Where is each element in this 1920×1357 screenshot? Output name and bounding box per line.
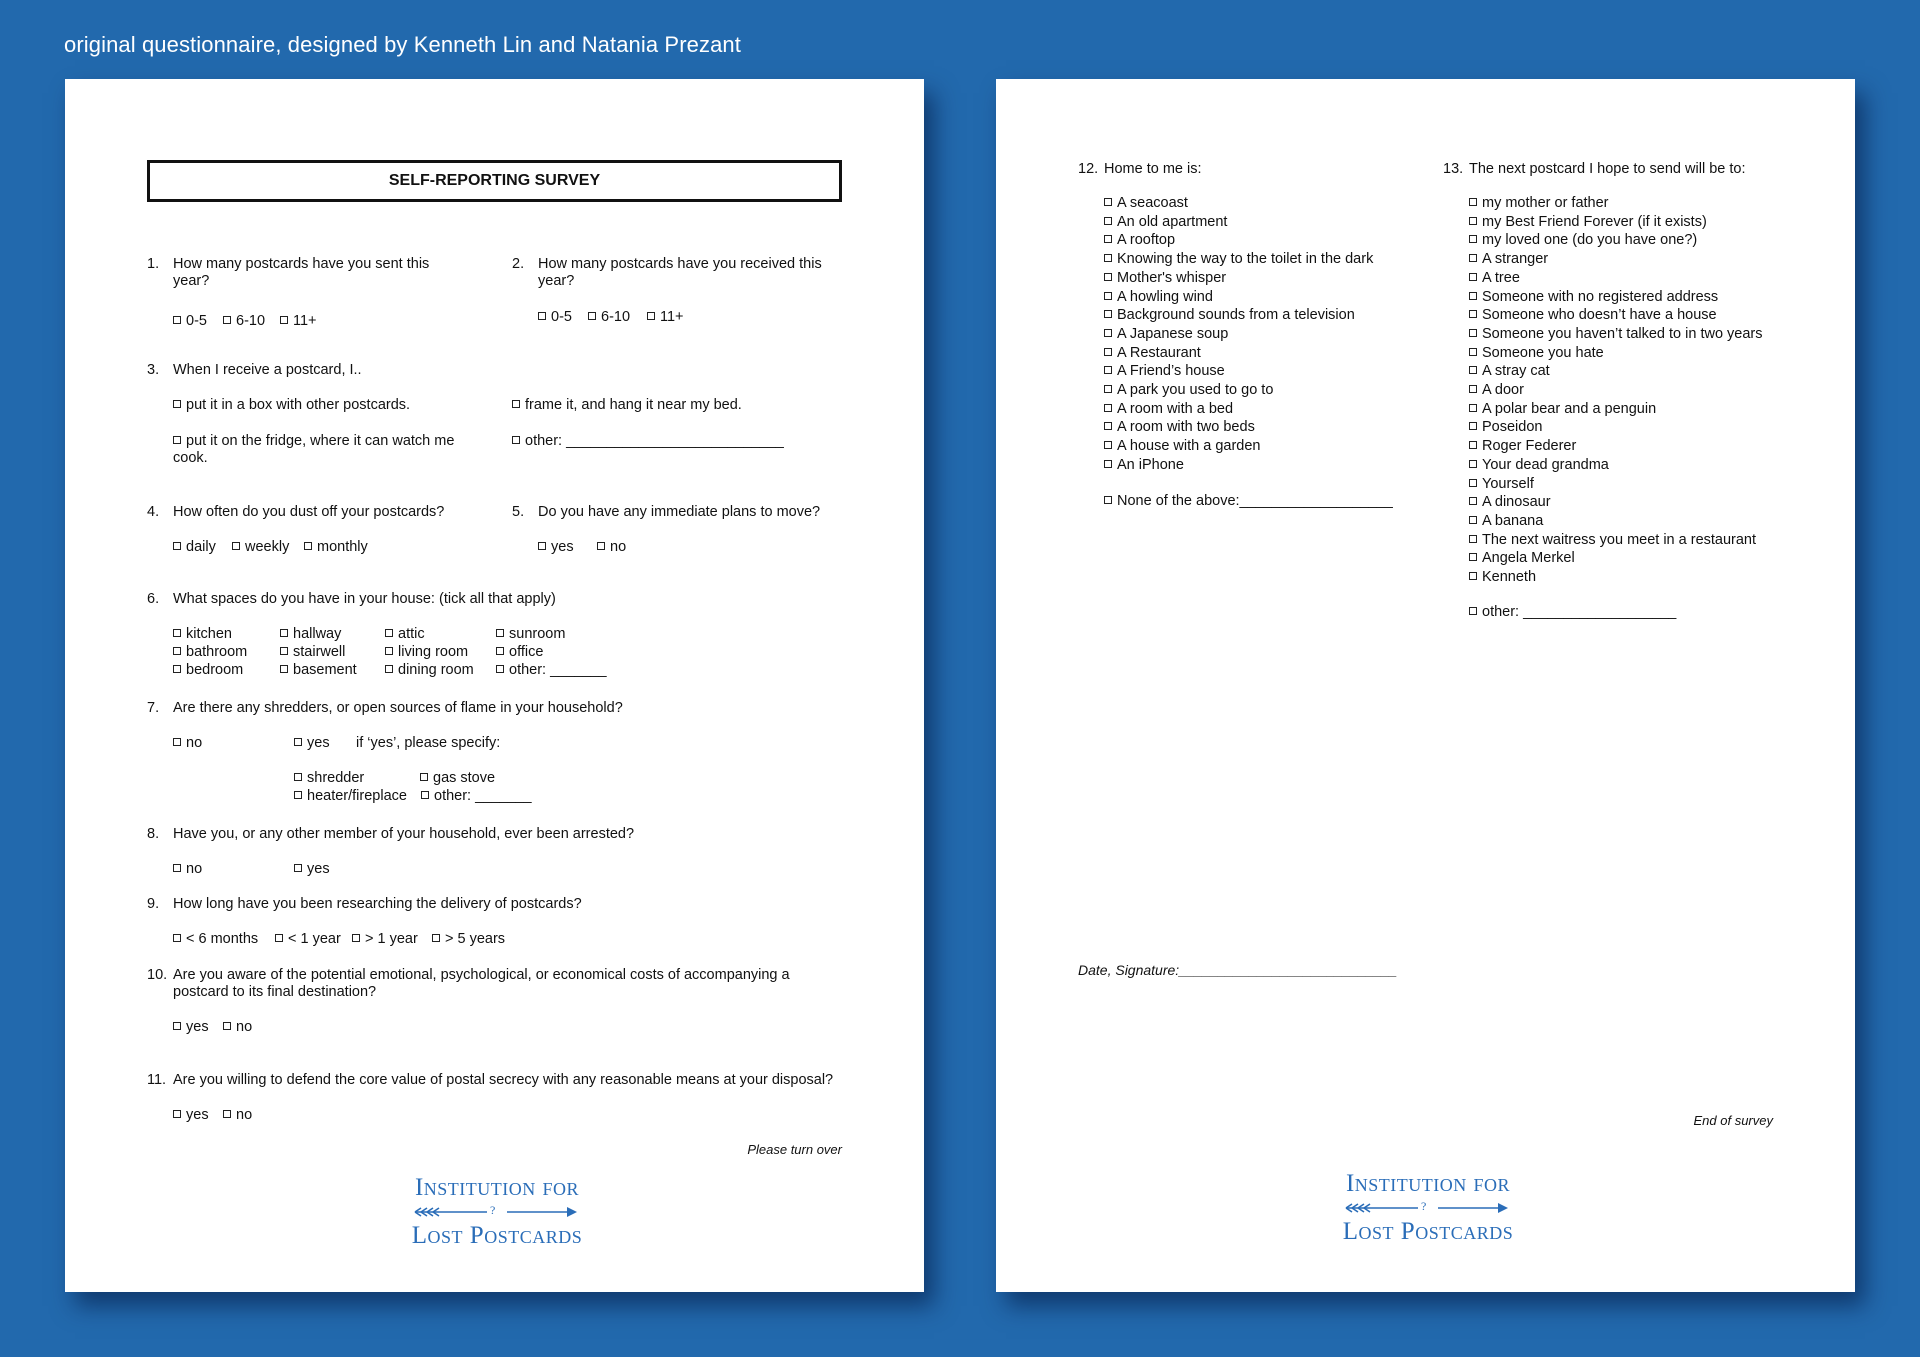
- option-0-5[interactable]: 0-5: [538, 309, 572, 326]
- option-stray-cat[interactable]: A stray cat: [1469, 362, 1763, 381]
- option-other[interactable]: other: _______: [421, 788, 532, 805]
- option-shredder[interactable]: shredder: [294, 770, 364, 787]
- option-basement[interactable]: basement: [280, 662, 357, 679]
- checkbox[interactable]: [294, 738, 302, 746]
- checkbox[interactable]: [352, 934, 360, 942]
- option-friends-house[interactable]: A Friend’s house: [1104, 362, 1373, 381]
- question-number: 1.: [147, 256, 160, 272]
- checkbox[interactable]: [1104, 460, 1112, 468]
- checkbox[interactable]: [1104, 441, 1112, 449]
- checkbox[interactable]: [1104, 404, 1112, 412]
- option-poseidon[interactable]: Poseidon: [1469, 418, 1763, 437]
- option-no[interactable]: no: [597, 539, 626, 556]
- checkbox[interactable]: [385, 665, 393, 673]
- checkbox[interactable]: [1469, 310, 1477, 318]
- option-park[interactable]: A park you used to go to: [1104, 381, 1373, 400]
- option-kitchen[interactable]: kitchen: [173, 626, 232, 643]
- checkbox[interactable]: [1104, 348, 1112, 356]
- checkbox[interactable]: [1104, 422, 1112, 430]
- checkbox[interactable]: [173, 665, 181, 673]
- checkbox[interactable]: [173, 647, 181, 655]
- option-11-plus[interactable]: 11+: [647, 309, 684, 326]
- checkbox[interactable]: [173, 400, 181, 408]
- option-yes[interactable]: yes: [294, 861, 330, 878]
- option-other[interactable]: other: ___________________________: [512, 433, 784, 450]
- option-yes[interactable]: yes: [538, 539, 574, 556]
- checkbox[interactable]: [173, 1022, 181, 1030]
- logo-question-mark: ?: [1421, 1199, 1427, 1213]
- checkbox[interactable]: [512, 436, 520, 444]
- option-yes[interactable]: yes: [173, 1107, 209, 1124]
- checkbox[interactable]: [232, 542, 240, 550]
- checkbox[interactable]: [1469, 607, 1477, 615]
- end-of-survey-note: End of survey: [1693, 1113, 1773, 1128]
- checkbox[interactable]: [1104, 235, 1112, 243]
- option-frame[interactable]: frame it, and hang it near my bed.: [512, 397, 742, 414]
- specify-label: if ‘yes’, please specify:: [356, 735, 501, 751]
- institution-logo: [387, 1173, 607, 1251]
- option-room-with-bed[interactable]: A room with a bed: [1104, 400, 1373, 419]
- checkbox[interactable]: [496, 629, 504, 637]
- checkbox[interactable]: [1469, 516, 1477, 524]
- checkbox[interactable]: [420, 773, 428, 781]
- option-house-garden[interactable]: A house with a garden: [1104, 437, 1373, 456]
- checkbox[interactable]: [173, 542, 181, 550]
- question-text: When I receive a postcard, I..: [173, 362, 362, 378]
- question-number: 10.: [147, 967, 168, 983]
- question-text: How many postcards have you received this year?: [538, 256, 822, 289]
- checkbox[interactable]: [385, 647, 393, 655]
- checkbox[interactable]: [223, 1022, 231, 1030]
- question-text: Are you aware of the potential emotional, psychological, or economical costs of accompanying a postcard to its final destination?: [173, 967, 790, 1000]
- option-television-sounds[interactable]: Background sounds from a television: [1104, 306, 1373, 325]
- checkbox[interactable]: [1469, 366, 1477, 374]
- option-6-10[interactable]: 6-10: [223, 313, 265, 330]
- checkbox[interactable]: [1469, 422, 1477, 430]
- checkbox[interactable]: [304, 542, 312, 550]
- logo-arrow-icon: [1318, 1199, 1538, 1217]
- option-no[interactable]: no: [173, 861, 202, 878]
- option-lt-6-months[interactable]: < 6 months: [173, 931, 258, 948]
- option-no-house[interactable]: Someone who doesn’t have a house: [1469, 306, 1763, 325]
- checkbox[interactable]: [280, 647, 288, 655]
- checkbox[interactable]: [1469, 292, 1477, 300]
- question-number: 11.: [147, 1072, 167, 1088]
- logo-arrow-icon: [387, 1203, 607, 1221]
- checkbox[interactable]: [1469, 273, 1477, 281]
- checkbox[interactable]: [1469, 497, 1477, 505]
- question-number: 4.: [147, 504, 160, 520]
- checkbox[interactable]: [496, 665, 504, 673]
- option-6-10[interactable]: 6-10: [588, 309, 630, 326]
- option-hallway[interactable]: hallway: [280, 626, 341, 643]
- option-weekly[interactable]: weekly: [232, 539, 289, 556]
- option-gt-1-year[interactable]: > 1 year: [352, 931, 418, 948]
- option-banana[interactable]: A banana: [1469, 512, 1763, 531]
- option-no[interactable]: no: [223, 1019, 252, 1036]
- option-roger-federer[interactable]: Roger Federer: [1469, 437, 1763, 456]
- checkbox[interactable]: [1469, 329, 1477, 337]
- option-not-talked[interactable]: Someone you haven’t talked to in two years: [1469, 325, 1763, 344]
- question-number: 12.: [1078, 161, 1099, 177]
- option-dining-room[interactable]: dining room: [385, 662, 474, 679]
- option-japanese-soup[interactable]: A Japanese soup: [1104, 325, 1373, 344]
- option-lt-1-year[interactable]: < 1 year: [275, 931, 341, 948]
- option-none-of-above[interactable]: None of the above:___________________: [1104, 493, 1393, 510]
- checkbox[interactable]: [1104, 254, 1112, 262]
- option-seacoast[interactable]: A seacoast: [1104, 194, 1373, 213]
- option-stranger[interactable]: A stranger: [1469, 250, 1763, 269]
- option-no[interactable]: no: [173, 735, 202, 752]
- checkbox[interactable]: [1469, 572, 1477, 580]
- checkbox[interactable]: [1104, 292, 1112, 300]
- option-stairwell[interactable]: stairwell: [280, 644, 345, 661]
- option-dead-grandma[interactable]: Your dead grandma: [1469, 456, 1763, 475]
- option-old-apartment[interactable]: An old apartment: [1104, 213, 1373, 232]
- checkbox[interactable]: [173, 1110, 181, 1118]
- checkbox[interactable]: [647, 312, 655, 320]
- checkbox[interactable]: [173, 738, 181, 746]
- logo-line-1: Institution for: [414, 1174, 580, 1201]
- checkbox[interactable]: [1104, 217, 1112, 225]
- option-bathroom[interactable]: bathroom: [173, 644, 247, 661]
- option-room-two-beds[interactable]: A room with two beds: [1104, 418, 1373, 437]
- checkbox[interactable]: [597, 542, 605, 550]
- checkbox[interactable]: [1469, 254, 1477, 262]
- option-kenneth[interactable]: Kenneth: [1469, 568, 1763, 587]
- checkbox[interactable]: [1104, 329, 1112, 337]
- option-office[interactable]: office: [496, 644, 543, 661]
- checkbox[interactable]: [1104, 496, 1112, 504]
- question-text: Home to me is:: [1104, 161, 1202, 177]
- option-restaurant[interactable]: A Restaurant: [1104, 344, 1373, 363]
- checkbox[interactable]: [275, 934, 283, 942]
- option-tree[interactable]: A tree: [1469, 269, 1763, 288]
- checkbox[interactable]: [1469, 535, 1477, 543]
- checkbox[interactable]: [173, 629, 181, 637]
- survey-title: SELF-REPORTING SURVEY: [147, 160, 842, 202]
- question-number: 5.: [512, 504, 525, 520]
- checkbox[interactable]: [588, 312, 596, 320]
- logo-question-mark: ?: [490, 1203, 496, 1217]
- option-gt-5-years[interactable]: > 5 years: [432, 931, 505, 948]
- question-text: Are there any shredders, or open sources of flame in your household?: [173, 700, 623, 716]
- question-text: Have you, or any other member of your household, ever been arrested?: [173, 826, 635, 842]
- checkbox[interactable]: [1469, 235, 1477, 243]
- option-dinosaur[interactable]: A dinosaur: [1469, 493, 1763, 512]
- option-someone-you-hate[interactable]: Someone you hate: [1469, 344, 1763, 363]
- caption: original questionnaire, designed by Kenneth Lin and Natania Prezant: [64, 32, 741, 57]
- checkbox[interactable]: [1469, 553, 1477, 561]
- question-number: 3.: [147, 362, 160, 378]
- question-text: How long have you been researching the delivery of postcards?: [173, 896, 582, 912]
- checkbox[interactable]: [294, 791, 302, 799]
- question-text: What spaces do you have in your house: (tick all that apply): [173, 591, 556, 607]
- turn-over-note: Please turn over: [747, 1142, 842, 1157]
- option-0-5[interactable]: 0-5: [173, 313, 207, 330]
- checkbox[interactable]: [1469, 348, 1477, 356]
- question-number: 2.: [512, 256, 525, 272]
- checkbox[interactable]: [1469, 479, 1477, 487]
- checkbox[interactable]: [280, 316, 288, 324]
- checkbox[interactable]: [1469, 441, 1477, 449]
- question-text: The next postcard I hope to send will be to:: [1469, 161, 1746, 177]
- survey-page-front: [65, 79, 924, 1292]
- option-angela-merkel[interactable]: Angela Merkel: [1469, 549, 1763, 568]
- checkbox[interactable]: [1469, 217, 1477, 225]
- checkbox[interactable]: [1104, 366, 1112, 374]
- home-options-list: [1104, 194, 1373, 475]
- postcard-recipient-list: [1469, 194, 1763, 587]
- option-other[interactable]: other: ___________________: [1469, 604, 1676, 621]
- option-loved-one[interactable]: my loved one (do you have one?): [1469, 231, 1763, 250]
- option-sunroom[interactable]: sunroom: [496, 626, 565, 643]
- checkbox[interactable]: [173, 316, 181, 324]
- checkbox[interactable]: [1104, 198, 1112, 206]
- option-gas-stove[interactable]: gas stove: [420, 770, 495, 787]
- option-living-room[interactable]: living room: [385, 644, 468, 661]
- checkbox[interactable]: [1469, 198, 1477, 206]
- option-best-friend[interactable]: my Best Friend Forever (if it exists): [1469, 213, 1763, 232]
- question-number: 13.: [1443, 161, 1464, 177]
- option-mother-or-father[interactable]: my mother or father: [1469, 194, 1763, 213]
- checkbox[interactable]: [512, 400, 520, 408]
- option-11-plus[interactable]: 11+: [280, 313, 317, 330]
- option-monthly[interactable]: monthly: [304, 539, 368, 556]
- checkbox[interactable]: [496, 647, 504, 655]
- checkbox[interactable]: [1469, 404, 1477, 412]
- logo-line-2: Lost Postcards: [1342, 1218, 1514, 1245]
- question-number: 9.: [147, 896, 160, 912]
- checkbox[interactable]: [280, 629, 288, 637]
- question-number: 7.: [147, 700, 160, 716]
- checkbox[interactable]: [223, 316, 231, 324]
- checkbox[interactable]: [173, 864, 181, 872]
- option-mothers-whisper[interactable]: Mother's whisper: [1104, 269, 1373, 288]
- checkbox[interactable]: [173, 934, 181, 942]
- option-rooftop[interactable]: A rooftop: [1104, 231, 1373, 250]
- checkbox[interactable]: [1104, 385, 1112, 393]
- institution-logo: [1318, 1169, 1538, 1247]
- logo-line-2: Lost Postcards: [411, 1222, 583, 1249]
- question-number: 8.: [147, 826, 160, 842]
- checkbox[interactable]: [421, 791, 429, 799]
- checkbox[interactable]: [538, 542, 546, 550]
- question-text: How often do you dust off your postcards?: [173, 504, 445, 520]
- checkbox[interactable]: [385, 629, 393, 637]
- option-bedroom[interactable]: bedroom: [173, 662, 243, 679]
- survey-page-back: [996, 79, 1855, 1292]
- option-box[interactable]: put it in a box with other postcards.: [173, 397, 410, 414]
- option-iphone[interactable]: An iPhone: [1104, 456, 1373, 475]
- option-heater-fireplace[interactable]: heater/fireplace: [294, 788, 407, 805]
- option-no-address[interactable]: Someone with no registered address: [1469, 288, 1763, 307]
- option-toilet-in-dark[interactable]: Knowing the way to the toilet in the dark: [1104, 250, 1373, 269]
- option-yes[interactable]: yes: [294, 735, 330, 752]
- question-text: Are you willing to defend the core value of postal secrecy with any reasonable means at your disposal?: [173, 1072, 834, 1088]
- checkbox[interactable]: [538, 312, 546, 320]
- option-yes[interactable]: yes: [173, 1019, 209, 1036]
- option-no[interactable]: no: [223, 1107, 252, 1124]
- checkbox[interactable]: [280, 665, 288, 673]
- checkbox[interactable]: [294, 864, 302, 872]
- option-door[interactable]: A door: [1469, 381, 1763, 400]
- question-text: Do you have any immediate plans to move?: [538, 504, 821, 520]
- option-polar-bear-penguin[interactable]: A polar bear and a penguin: [1469, 400, 1763, 419]
- checkbox[interactable]: [1469, 460, 1477, 468]
- checkbox[interactable]: [1104, 310, 1112, 318]
- signature-field[interactable]: Date, Signature:____________________________: [1078, 962, 1398, 978]
- question-text: How many postcards have you sent this year?: [173, 256, 430, 289]
- question-number: 6.: [147, 591, 160, 607]
- checkbox[interactable]: [223, 1110, 231, 1118]
- option-howling-wind[interactable]: A howling wind: [1104, 288, 1373, 307]
- checkbox[interactable]: [294, 773, 302, 781]
- option-next-waitress[interactable]: The next waitress you meet in a restaurant: [1469, 531, 1763, 550]
- option-attic[interactable]: attic: [385, 626, 425, 643]
- checkbox[interactable]: [1104, 273, 1112, 281]
- checkbox[interactable]: [432, 934, 440, 942]
- option-other[interactable]: other: _______: [496, 662, 607, 679]
- option-daily[interactable]: daily: [173, 539, 216, 556]
- checkbox[interactable]: [173, 436, 181, 444]
- option-fridge[interactable]: put it on the fridge, where it can watch me cook.: [173, 433, 455, 466]
- checkbox[interactable]: [1469, 385, 1477, 393]
- logo-line-1: Institution for: [1345, 1170, 1511, 1197]
- option-yourself[interactable]: Yourself: [1469, 475, 1763, 494]
